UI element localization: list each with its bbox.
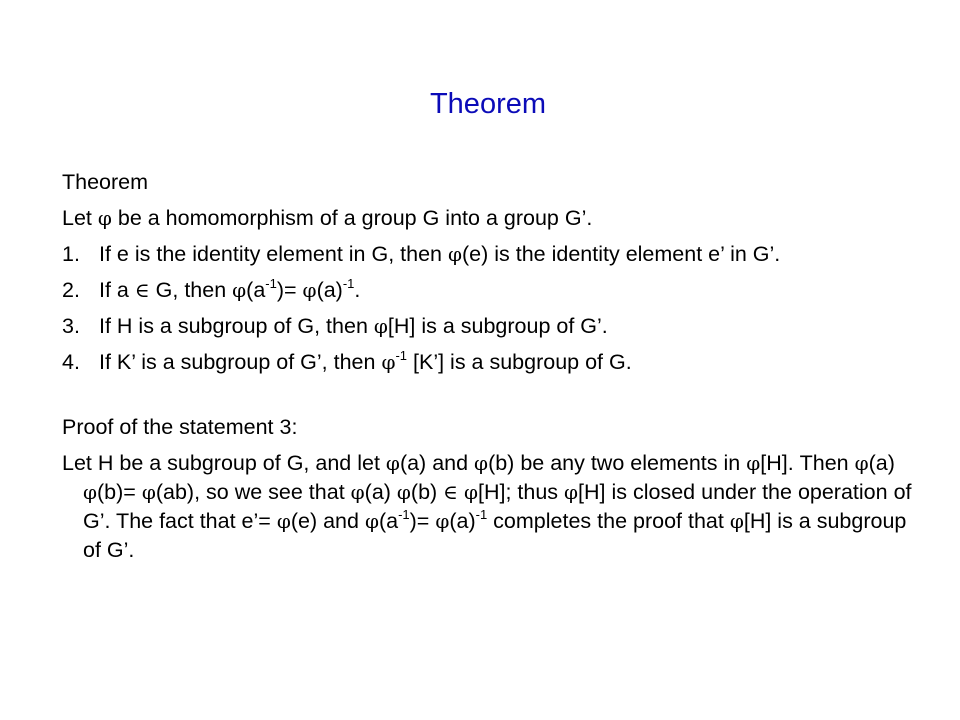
text-run: If a	[99, 278, 135, 302]
text-run: If H is a subgroup of G, then	[99, 314, 374, 338]
list-number: 3.	[62, 314, 80, 338]
phi-symbol: φ	[564, 480, 579, 504]
phi-symbol: φ	[276, 509, 291, 533]
list-item-text	[99, 348, 912, 377]
superscript: -1	[265, 276, 277, 291]
phi-symbol: φ	[97, 206, 112, 230]
text-run: )=	[409, 509, 436, 533]
phi-symbol: φ	[232, 278, 247, 302]
text-run: If K’ is a subgroup of G’, then	[99, 350, 382, 374]
text-run: (a)	[449, 509, 476, 533]
text-run: (e) is the identity element e’ in G’.	[461, 242, 781, 266]
text-run: (b)=	[97, 480, 142, 504]
superscript: -1	[398, 507, 410, 522]
text-run: (a)	[316, 278, 343, 302]
text-run: Let	[62, 206, 98, 230]
slide-title: Theorem	[429, 88, 547, 120]
phi-symbol: φ	[463, 480, 478, 504]
phi-symbol: φ	[385, 451, 400, 475]
text-run: [H] is a subgroup of G’.	[387, 314, 608, 338]
slide-body	[62, 168, 912, 565]
list-item	[62, 276, 912, 305]
phi-symbol: φ	[364, 509, 379, 533]
text-run: [H]; thus	[477, 480, 565, 504]
text-run: G, then	[149, 278, 233, 302]
text-run: (a)	[868, 451, 895, 475]
text-run: (a	[246, 278, 266, 302]
phi-symbol: φ	[141, 480, 156, 504]
text-run: (b) be any two elements in	[488, 451, 747, 475]
phi-symbol: φ	[396, 480, 411, 504]
text-run: (ab), so we see that	[155, 480, 351, 504]
list-item-text	[99, 312, 912, 341]
text-run: (a)	[364, 480, 397, 504]
list-number: 2.	[62, 278, 80, 302]
phi-symbol: φ	[854, 451, 869, 475]
text-run: (b)	[410, 480, 444, 504]
text-run: [H] is closed under the operation of G’. The fact that e’=	[83, 480, 912, 533]
text-run: .	[354, 278, 361, 302]
element-of-symbol: ∈	[443, 480, 458, 504]
superscript: -1	[342, 276, 355, 291]
superscript: -1	[395, 348, 408, 363]
text-run: )=	[276, 278, 303, 302]
text-run: [K’] is a subgroup of G.	[407, 350, 632, 374]
list-item-text	[99, 276, 912, 305]
text-run: (e) and	[290, 509, 365, 533]
text-run: If e is the identity element in G, then	[99, 242, 448, 266]
phi-symbol: φ	[373, 314, 388, 338]
text-run: completes the proof that	[487, 509, 730, 533]
text-run: [H]. Then	[760, 451, 855, 475]
element-of-symbol: ∈	[134, 278, 150, 302]
text-run: Let H be a subgroup of G, and let	[62, 451, 386, 475]
theorem-heading: Theorem	[62, 170, 149, 194]
phi-symbol: φ	[447, 242, 462, 266]
theorem-intro	[62, 204, 912, 233]
text-run: (a) and	[399, 451, 475, 475]
list-item	[62, 348, 912, 377]
list-number: 4.	[62, 350, 80, 374]
spacer	[62, 384, 912, 413]
text-run: [H] is a subgroup of G’.	[83, 509, 907, 562]
list-item-text	[99, 240, 912, 269]
phi-symbol: φ	[350, 480, 365, 504]
phi-symbol: φ	[474, 451, 489, 475]
proof-paragraph	[62, 449, 912, 565]
list-item	[62, 240, 912, 269]
list-item	[62, 312, 912, 341]
phi-symbol: φ	[435, 509, 450, 533]
superscript: -1	[475, 507, 488, 522]
list-number: 1.	[62, 242, 80, 266]
phi-symbol: φ	[302, 278, 317, 302]
text-run: be a homomorphism of a group G into a group G’.	[111, 206, 593, 230]
phi-symbol: φ	[746, 451, 761, 475]
text-run: (a	[378, 509, 399, 533]
proof-heading: Proof of the statement 3:	[62, 415, 298, 439]
phi-symbol: φ	[729, 509, 744, 533]
phi-symbol: φ	[83, 480, 98, 504]
phi-symbol: φ	[381, 350, 396, 374]
